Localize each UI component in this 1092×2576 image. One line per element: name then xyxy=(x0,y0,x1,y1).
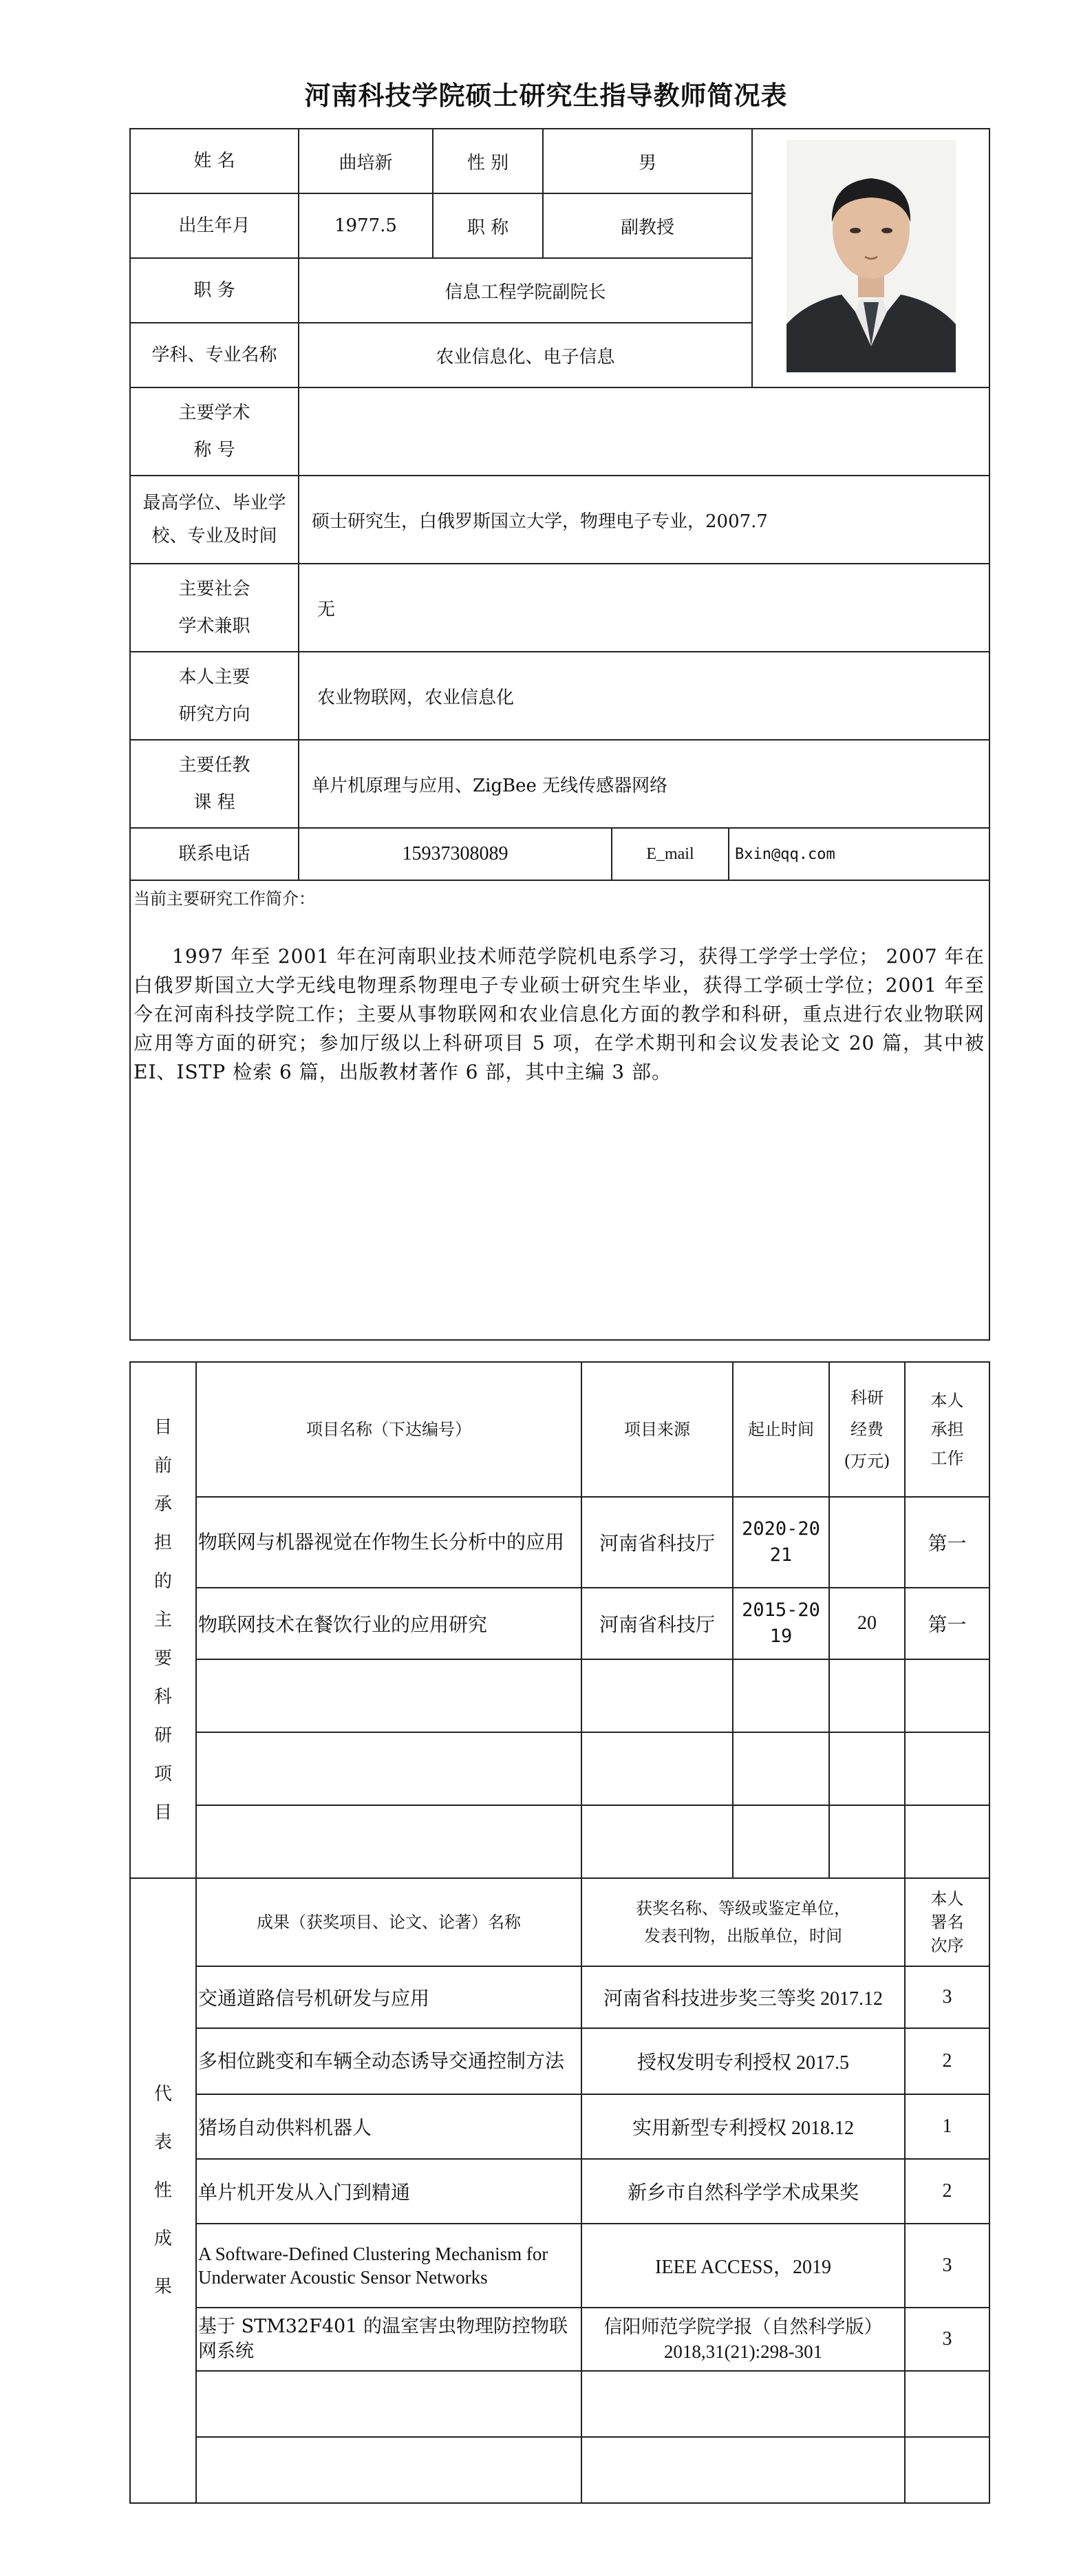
email-value: Bxin@qq.com xyxy=(729,828,989,880)
email-label: E_mail xyxy=(612,828,729,880)
portrait-photo xyxy=(786,140,956,372)
project-source: 河南省科技厅 xyxy=(581,1497,733,1588)
achievement-rank: 3 xyxy=(905,2224,989,2308)
project-funding: 20 xyxy=(829,1588,905,1659)
achievement-rank: 3 xyxy=(905,1966,989,2028)
name-label: 姓 名 xyxy=(130,129,299,193)
project-role xyxy=(905,1805,989,1878)
birth-value: 1977.5 xyxy=(299,193,433,258)
achievements-side-char: 成 xyxy=(153,2228,172,2249)
achievement-name: 交通道路信号机研发与应用 xyxy=(196,1966,581,2028)
funding-header-line: 经费 xyxy=(850,1420,884,1439)
portrait-photo-svg xyxy=(786,140,956,372)
projects-side-char: 主 xyxy=(153,1610,172,1630)
social-label-line1: 主要社会 xyxy=(178,579,250,599)
projects-side-char: 科 xyxy=(153,1687,172,1707)
project-funding xyxy=(829,1805,905,1878)
role-header-line: 工作 xyxy=(930,1449,964,1468)
role-header-line: 本人 xyxy=(930,1391,964,1410)
projects-header-source: 项目来源 xyxy=(581,1362,733,1497)
rank-header-line: 次序 xyxy=(930,1936,964,1955)
achievements-side-label xyxy=(130,1878,196,2503)
project-period xyxy=(733,1659,829,1732)
research-label xyxy=(130,652,299,740)
degree-label-line1: 最高学位、毕业学 xyxy=(142,493,286,513)
project-source xyxy=(581,1805,733,1878)
achievement-name xyxy=(196,2371,581,2437)
project-funding xyxy=(829,1497,905,1588)
table-row xyxy=(130,2094,989,2159)
project-funding xyxy=(829,1659,905,1732)
birth-label: 出生年月 xyxy=(130,193,299,258)
projects-side-char: 前 xyxy=(153,1456,172,1476)
courses-label-line2: 课 程 xyxy=(193,792,235,813)
rank-header-line: 署名 xyxy=(930,1913,964,1932)
discipline-label: 学科、专业名称 xyxy=(130,323,299,387)
page-title: 河南科技学院硕士研究生指导教师简况表 xyxy=(304,81,788,111)
achievements-header-name: 成果（获奖项目、论文、论著）名称 xyxy=(196,1878,581,1966)
courses-label xyxy=(130,740,299,828)
achievement-award xyxy=(581,2371,905,2437)
academic-title-value xyxy=(299,387,989,476)
project-name: 物联网技术在餐饮行业的应用研究 xyxy=(196,1588,581,1659)
achievement-award: IEEE ACCESS，2019 xyxy=(581,2224,905,2308)
achievement-award: 新乡市自然科学学术成果奖 xyxy=(581,2159,905,2224)
courses-label-line1: 主要任教 xyxy=(178,755,250,776)
table-row xyxy=(130,2159,989,2224)
project-source xyxy=(581,1659,733,1732)
project-role: 第一 xyxy=(905,1497,989,1588)
projects-side-char: 目 xyxy=(153,1417,172,1438)
project-funding xyxy=(829,1732,905,1805)
project-role xyxy=(905,1659,989,1732)
achievement-name: 基于 STM32F401 的温室害虫物理防控物联网系统 xyxy=(196,2308,581,2371)
projects-side-label xyxy=(130,1362,196,1878)
phone-value: 15937308089 xyxy=(299,828,612,880)
achievement-award: 授权发明专利授权 2017.5 xyxy=(581,2028,905,2094)
achievements-side-char: 性 xyxy=(153,2180,172,2201)
social-value: 无 xyxy=(299,564,989,652)
table-row xyxy=(130,1659,989,1732)
project-name xyxy=(196,1805,581,1878)
projects-table xyxy=(129,1361,990,2504)
photo-cell xyxy=(752,129,989,387)
name-value: 曲培新 xyxy=(299,129,433,193)
table-row xyxy=(130,1966,989,2028)
achievement-name: 多相位跳变和车辆全动态诱导交通控制方法 xyxy=(196,2028,581,2094)
project-source: 河南省科技厅 xyxy=(581,1588,733,1659)
table-row xyxy=(130,2028,989,2094)
achievements-header-award xyxy=(581,1878,905,1966)
funding-header-line: (万元) xyxy=(844,1451,890,1471)
projects-side-char: 的 xyxy=(153,1571,172,1592)
achievement-rank: 2 xyxy=(905,2028,989,2094)
degree-value: 硕士研究生，白俄罗斯国立大学，物理电子专业，2007.7 xyxy=(299,476,989,564)
project-role: 第一 xyxy=(905,1588,989,1659)
summary-label: 当前主要研究工作简介： xyxy=(133,889,315,908)
research-label-line2: 研究方向 xyxy=(178,704,250,725)
award-header-line: 发表刊物，出版单位，时间 xyxy=(644,1926,842,1946)
table-row xyxy=(130,1732,989,1805)
phone-label: 联系电话 xyxy=(130,828,299,880)
projects-side-char: 研 xyxy=(153,1725,172,1746)
project-period: 2020-2021 xyxy=(733,1497,829,1588)
achievement-name: 单片机开发从入门到精通 xyxy=(196,2159,581,2224)
table-row xyxy=(130,1588,989,1659)
achievement-rank xyxy=(905,2371,989,2437)
degree-label xyxy=(130,476,299,564)
projects-side-char: 担 xyxy=(153,1533,172,1553)
achievement-award: 实用新型专利授权 2018.12 xyxy=(581,2094,905,2159)
projects-header-funding xyxy=(829,1362,905,1497)
project-role xyxy=(905,1732,989,1805)
funding-header-line: 科研 xyxy=(850,1388,884,1407)
projects-side-char: 承 xyxy=(153,1494,172,1515)
degree-label-line2: 校、专业及时间 xyxy=(151,526,277,546)
table-row xyxy=(130,2371,989,2437)
project-period: 2015-2019 xyxy=(733,1588,829,1659)
role-header-line: 承担 xyxy=(930,1420,964,1439)
table-row xyxy=(130,2437,989,2503)
courses-value: 单片机原理与应用、ZigBee 无线传感器网络 xyxy=(299,740,989,828)
gender-label: 性 别 xyxy=(433,129,543,193)
projects-side-char: 要 xyxy=(153,1648,172,1669)
achievement-rank: 1 xyxy=(905,2094,989,2159)
achievement-rank: 3 xyxy=(905,2308,989,2371)
projects-header-period: 起止时间 xyxy=(733,1362,829,1497)
projects-side-char: 目 xyxy=(153,1802,172,1823)
rank-header-line: 本人 xyxy=(930,1889,964,1908)
table-row xyxy=(130,1805,989,1878)
social-label-line2: 学术兼职 xyxy=(178,616,250,637)
achievement-rank: 2 xyxy=(905,2159,989,2224)
gender-value: 男 xyxy=(543,129,752,193)
summary-cell xyxy=(130,880,989,1340)
academic-title-label xyxy=(130,387,299,476)
project-name xyxy=(196,1732,581,1805)
achievement-name: 猪场自动供料机器人 xyxy=(196,2094,581,2159)
achievements-header-rank xyxy=(905,1878,989,1966)
achievement-award xyxy=(581,2437,905,2503)
profile-table xyxy=(129,128,990,1341)
discipline-value: 农业信息化、电子信息 xyxy=(299,323,752,387)
achievement-name xyxy=(196,2437,581,2503)
achievement-name: A Software-Defined Clustering Mechanism for Underwater Acoustic Sensor Networks xyxy=(196,2224,581,2308)
position-label: 职 务 xyxy=(130,258,299,323)
achievement-award: 河南省科技进步奖三等奖 2017.12 xyxy=(581,1966,905,2028)
academic-title-label-line2: 称 号 xyxy=(193,440,235,460)
project-period xyxy=(733,1732,829,1805)
projects-header-role xyxy=(905,1362,989,1497)
project-period xyxy=(733,1805,829,1878)
summary-text: 1997 年至 2001 年在河南职业技术师范学院机电系学习，获得工学学士学位； 2007 年在白俄罗斯国立大学无线电物理系物理电子专业硕士研究生毕业，获得工学硕士学位；2001 年至今在河南科技学院工作；主要从事物联网和农业信息化方面的教学和科研，重点进行农业物联网应用等方面的研究；参加厅级以上科研项目 5 项，在学术期刊和会议发表论文 20 篇，其中被 EI、ISTP 检索 6 篇，出版教材著作 6 部，其中主编 3 部。 xyxy=(133,945,985,1083)
position-value: 信息工程学院副院长 xyxy=(299,258,752,323)
research-value: 农业物联网，农业信息化 xyxy=(299,652,989,740)
table-row xyxy=(130,2224,989,2308)
project-name: 物联网与机器视觉在作物生长分析中的应用 xyxy=(196,1497,581,1588)
award-header-line: 获奖名称、等级或鉴定单位， xyxy=(636,1899,850,1918)
academic-title-label-line1: 主要学术 xyxy=(178,403,250,423)
projects-side-char: 项 xyxy=(153,1764,172,1785)
table-row xyxy=(130,2308,989,2371)
title-label: 职 称 xyxy=(433,193,543,258)
projects-header-name: 项目名称（下达编号） xyxy=(196,1362,581,1497)
achievements-side-char: 果 xyxy=(153,2277,172,2297)
achievements-side-char: 表 xyxy=(153,2132,172,2153)
achievements-side-char: 代 xyxy=(153,2084,172,2105)
table-row xyxy=(130,1497,989,1588)
title-value: 副教授 xyxy=(543,193,752,258)
social-label xyxy=(130,564,299,652)
project-name xyxy=(196,1659,581,1732)
research-label-line1: 本人主要 xyxy=(178,667,250,688)
project-source xyxy=(581,1732,733,1805)
achievement-award: 信阳师范学院学报（自然科学版）2018,31(21):298-301 xyxy=(581,2308,905,2371)
achievement-rank xyxy=(905,2437,989,2503)
